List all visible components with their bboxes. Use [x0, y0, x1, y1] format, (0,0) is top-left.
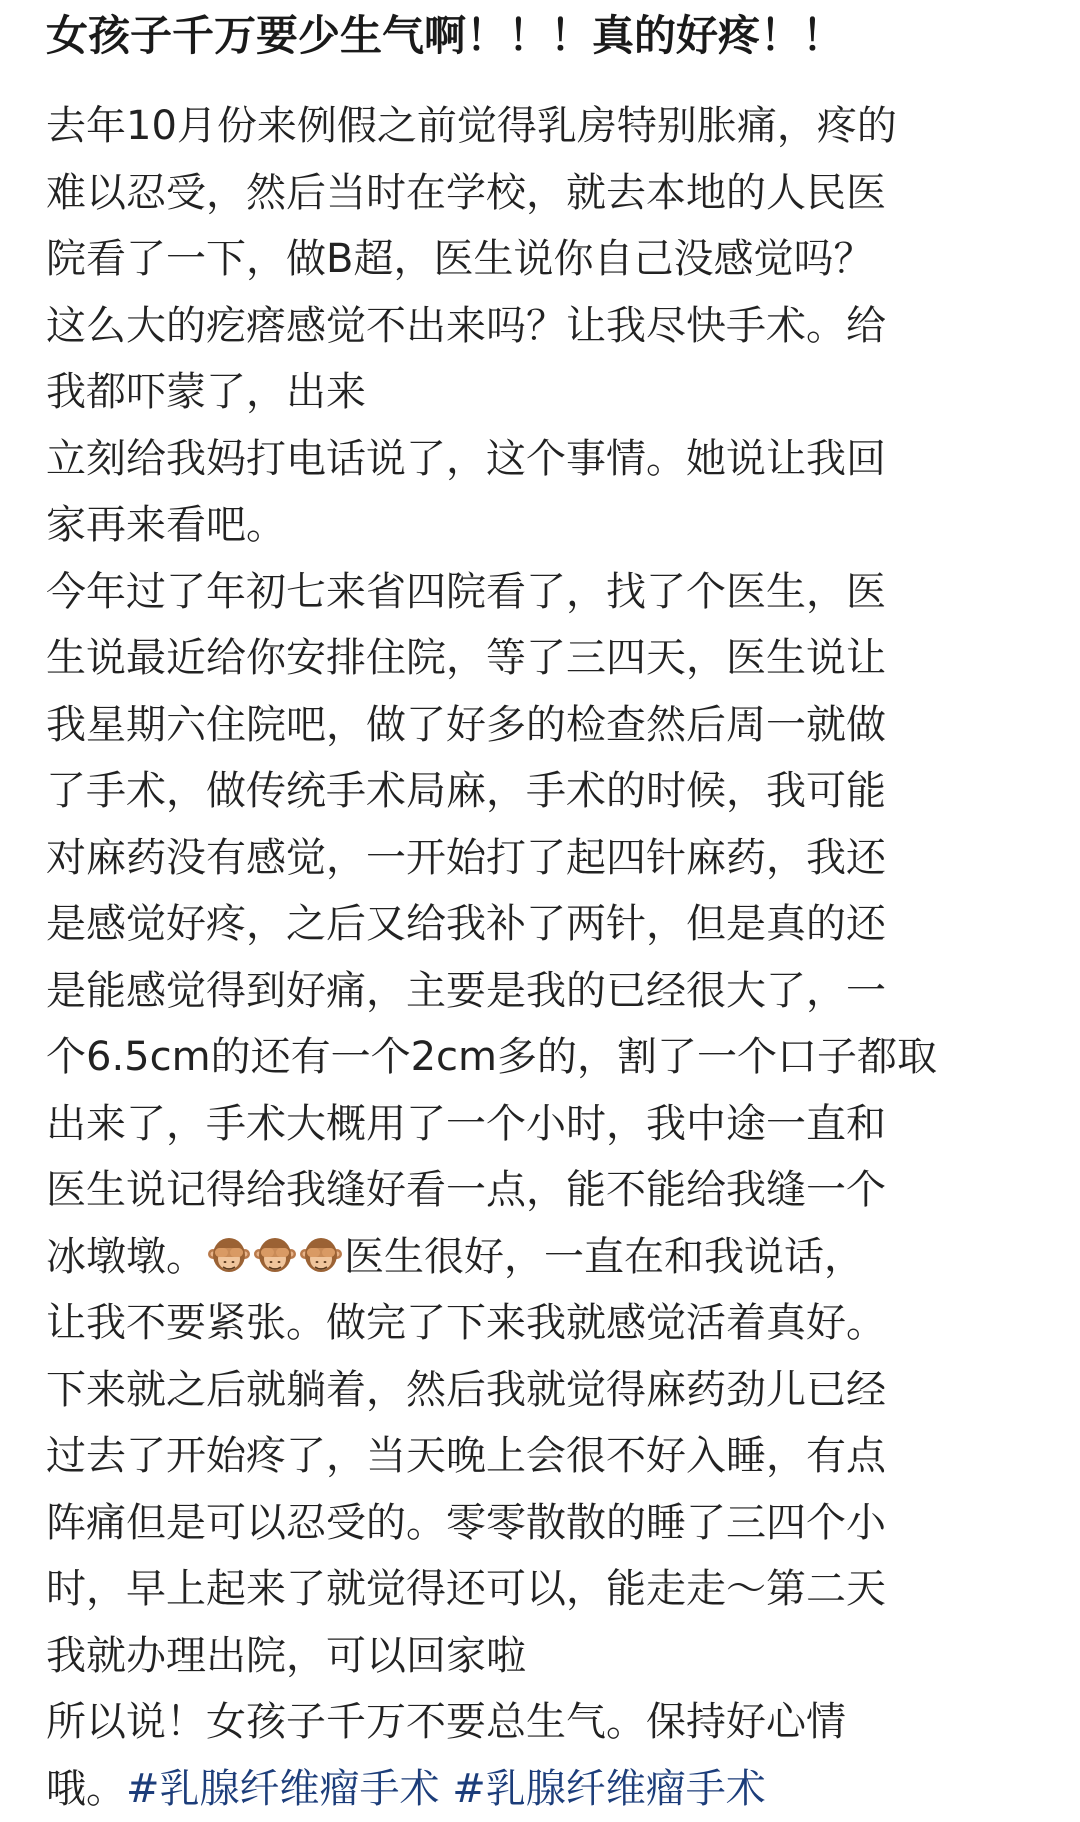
post-line: 医生说记得给我缝好看一点，能不能给我缝一个 [46, 1157, 1056, 1224]
post-line: 院看了一下，做B超，医生说你自己没感觉吗？ [46, 226, 1056, 293]
post-line: 个6.5cm的还有一个2cm多的，割了一个口子都取 [46, 1024, 1056, 1091]
post-body [46, 93, 1056, 1822]
post-line: 出来了，手术大概用了一个小时，我中途一直和 [46, 1091, 1056, 1158]
see-no-evil-monkey-icon [253, 1230, 297, 1297]
post-line: 生说最近给你安排住院，等了三四天，医生说让 [46, 625, 1056, 692]
post-line: 难以忍受，然后当时在学校，就去本地的人民医 [46, 160, 1056, 227]
post-line: 下来就之后就躺着，然后我就觉得麻药劲儿已经 [46, 1357, 1056, 1424]
post-line: 家再来看吧。 [46, 492, 1056, 559]
post-line-with-hashtags [46, 1756, 1056, 1822]
post-line: 对麻药没有感觉，一开始打了起四针麻药，我还 [46, 825, 1056, 892]
see-no-evil-monkey-icon [299, 1230, 343, 1297]
post-line: 立刻给我妈打电话说了，这个事情。她说让我回 [46, 426, 1056, 493]
post-line: 我就办理出院，可以回家啦 [46, 1623, 1056, 1690]
post-title: 女孩子千万要少生气啊！！！真的好疼！！ [46, 8, 1056, 64]
post-line: 时，早上起来了就觉得还可以，能走走～第二天 [46, 1556, 1056, 1623]
hashtag-link[interactable]: #乳腺纤维瘤手术 [452, 1766, 766, 1812]
post-line: 所以说！女孩子千万不要总生气。保持好心情 [46, 1689, 1056, 1756]
post-line: 我星期六住院吧，做了好多的检查然后周一就做 [46, 692, 1056, 759]
post-line-with-emoji [46, 1224, 1056, 1291]
post-line: 是能感觉得到好痛，主要是我的已经很大了，一 [46, 958, 1056, 1025]
post-line: 了手术，做传统手术局麻，手术的时候，我可能 [46, 758, 1056, 825]
post-line: 是感觉好疼，之后又给我补了两针，但是真的还 [46, 891, 1056, 958]
post-line: 去年10月份来例假之前觉得乳房特别胀痛，疼的 [46, 93, 1056, 160]
post-line: 这么大的疙瘩感觉不出来吗？让我尽快手术。给 [46, 293, 1056, 360]
post-line: 阵痛但是可以忍受的。零零散散的睡了三四个小 [46, 1490, 1056, 1557]
post-line: 过去了开始疼了，当天晚上会很不好入睡，有点 [46, 1423, 1056, 1490]
see-no-evil-monkey-icon [207, 1230, 251, 1297]
hashtag-link[interactable]: #乳腺纤维瘤手术 [126, 1766, 440, 1812]
post-line: 今年过了年初七来省四院看了，找了个医生，医 [46, 559, 1056, 626]
emoji-line-before: 冰墩墩。 [46, 1234, 206, 1280]
last-line-prefix: 哦。 [46, 1766, 126, 1812]
post-line: 我都吓蒙了，出来 [46, 359, 1056, 426]
post-line: 让我不要紧张。做完了下来我就感觉活着真好。 [46, 1290, 1056, 1357]
emoji-line-after: 医生很好，一直在和我说话， [344, 1234, 864, 1280]
